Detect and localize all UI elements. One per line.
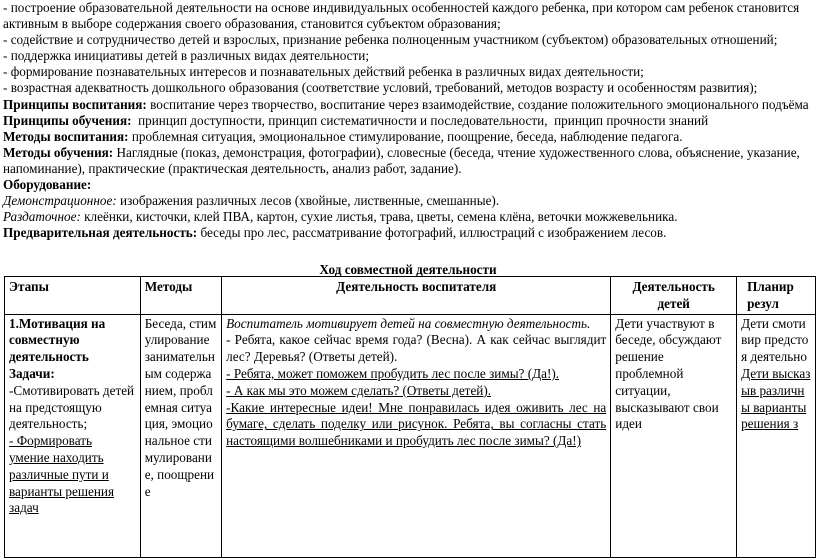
prelim-text: беседы про лес, рассматривание фотографий, иллюстраций с изображением лесов. <box>197 225 667 241</box>
header-teacher-activity: Деятельность воспитателя <box>222 277 611 315</box>
teaching-methods <box>3 145 816 161</box>
intro-line: активным в выборе содержания своего образования, становится субъектом образования; <box>3 16 501 32</box>
stage-title: 1.Мотивация на совместную деятельность <box>9 315 106 365</box>
teacher-line: - Ребята, может поможем пробудить лес после зимы? (Да!). <box>226 365 560 381</box>
intro-line: - возрастная адекватность дошкольного образования (соответствие условий, требований, методов возрасту и особенностям развития); <box>3 80 758 96</box>
lesson-plan-table <box>4 276 816 558</box>
demo-equipment <box>3 193 816 209</box>
equipment-label: Оборудование: <box>3 177 92 193</box>
upbringing-methods <box>3 129 816 145</box>
table-header-row <box>5 277 816 315</box>
teaching-principles-text: принцип доступности, принцип систематичности и последовательности, принцип прочности знаний <box>131 112 709 128</box>
table-row <box>5 314 816 557</box>
upbringing-principles-label: Принципы воспитания: <box>3 96 147 112</box>
planned-results-cell <box>737 314 816 557</box>
teaching-principles-label: Принципы обучения: <box>3 112 132 128</box>
teacher-line: - А как мы это можем сделать? (Ответы детей). <box>226 382 492 398</box>
teaching-principles <box>3 113 816 129</box>
demo-text: изображения различных лесов (хвойные, лиственные, смешанные). <box>116 193 500 209</box>
equipment-heading <box>3 177 816 193</box>
children-activity-cell: Дети участвуют в беседе, обсуждают решение проблемной ситуации, высказывают свои идеи <box>611 314 737 557</box>
teaching-methods-text: Наглядные (показ, демонстрация, фотографии), словесные (беседа, чтение художественного слова, объяснение, указание, <box>113 144 800 160</box>
stage-cell <box>5 314 141 557</box>
table-title: Ход совместной деятельности <box>319 262 497 277</box>
task-item: -Смотивировать детей на предстоящую деятельность; <box>9 382 135 432</box>
header-planned-results: Планир резул <box>737 277 816 315</box>
upbringing-methods-label: Методы воспитания: <box>3 128 129 144</box>
handout-text: клеёнки, кисточки, клей ПВА, картон, сухие листья, трава, цветы, семена клёна, веточки можжевельника. <box>80 209 678 225</box>
teacher-activity-cell <box>222 314 611 557</box>
teacher-line: - Ребята, какое сейчас время года? (Весна). А как сейчас выглядит лес? Деревья? (Ответы детей). <box>226 332 607 365</box>
handout-label: Раздаточное: <box>3 209 81 225</box>
upbringing-principles-text: воспитание через творчество, воспитание через взаимодействие, создание положительного эмоционального подъёма <box>146 96 809 112</box>
result-item: Дети высказыв различны варианты решения з <box>741 365 811 432</box>
upbringing-principles <box>3 97 816 113</box>
handout-equipment <box>3 209 816 225</box>
intro-line: - содействие и сотрудничество детей и взрослых, признание ребенка полноценным участником (субъектом) образовательных отношений; <box>3 32 778 48</box>
document-body <box>3 0 816 241</box>
teaching-methods-label: Методы обучения: <box>3 144 114 160</box>
intro-line: - поддержка инициативы детей в различных видах деятельности; <box>3 48 369 64</box>
header-stages: Этапы <box>5 277 141 315</box>
prelim-label: Предварительная деятельность: <box>3 225 198 241</box>
upbringing-methods-text: проблемная ситуация, эмоциональное стимулирование, поощрение, беседа, наблюдение педагога. <box>128 128 683 144</box>
header-methods: Методы <box>140 277 221 315</box>
tasks-label: Задачи: <box>9 365 55 381</box>
intro-line: - формирование познавательных интересов и познавательных действий ребенка в различных видах деятельности; <box>3 64 644 80</box>
teaching-methods-cont: напоминание), практические (практическая деятельность, анализ работ, задание). <box>3 160 462 176</box>
teacher-line: -Какие интересные идеи! Мне понравилась идея оживить лес на бумаге, сделать поделку или рисунок. Ребята, вы согласны стать настоящими волшебниками и пробудить лес после зимы? (Да!) <box>226 399 607 449</box>
methods-cell: Беседа, стимулирование занимательным содержанием, проблемная ситуация, эмоциональное стимулирование, поощрение <box>140 314 221 557</box>
task-item: - Формировать умение находить различные пути и варианты решения задач <box>9 433 115 516</box>
demo-label: Демонстрационное: <box>3 193 117 209</box>
preliminary-activity <box>3 225 816 241</box>
result-item: Дети смотивир предстоя деятельно <box>741 315 809 365</box>
header-children-activity: Деятельность детей <box>611 277 737 315</box>
teacher-intro: Воспитатель мотивирует детей на совместную деятельность. <box>226 315 591 331</box>
intro-line: - построение образовательной деятельности на основе индивидуальных особенностей каждого ребенка, при котором сам ребенок становится <box>3 0 800 15</box>
